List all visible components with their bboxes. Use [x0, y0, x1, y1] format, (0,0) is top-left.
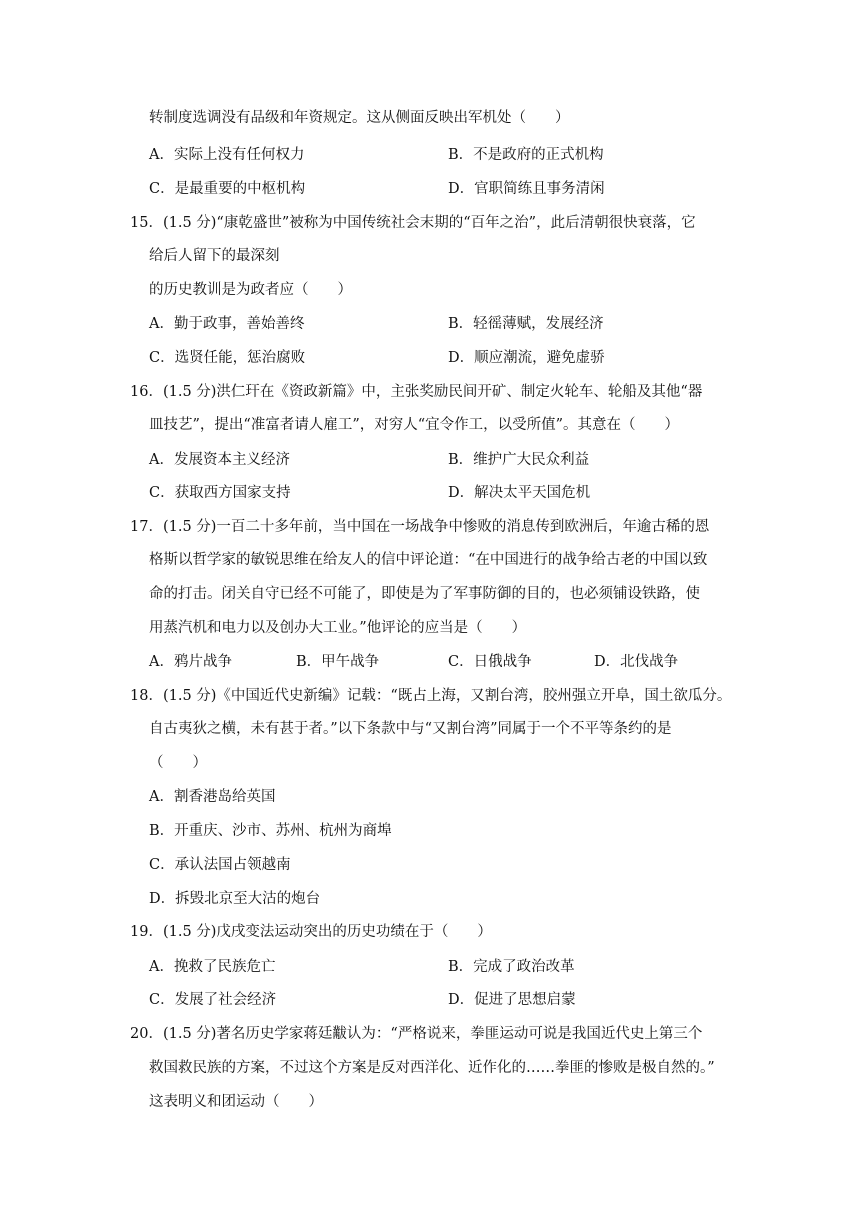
- q17-option-b: B．甲午战争: [296, 654, 380, 670]
- q17-option-d: D．北伐战争: [594, 654, 679, 670]
- q18-stem-line2: 自古夷狄之横，未有甚于者。”以下条款中与“又割台湾”同属于一个不平等条约的是: [149, 721, 672, 737]
- q16-option-a: A．发展资本主义经济: [149, 452, 290, 468]
- q17-stem-line1: 17．(1.5 分)一百二十多年前，当中国在一场战争中惨败的消息传到欧洲后，年逾古稀的恩: [130, 519, 710, 535]
- q16-option-d: D．解决太平天国危机: [448, 485, 591, 501]
- q18-option-b: B．开重庆、沙市、苏州、杭州为商埠: [149, 823, 392, 839]
- q19-option-b: B．完成了政治改革: [448, 959, 575, 975]
- q16-stem-line2: 皿技艺”，提出“准富者请人雇工”，对穷人“宜令作工，以受所值”。其意在（ ）: [149, 417, 680, 433]
- q17-stem-line4: 用蒸汽机和电力以及创办大工业。”他评论的应当是（ ）: [149, 620, 527, 636]
- q20-stem-line1: 20．(1.5 分)著名历史学家蒋廷黻认为：“严格说来，拳匪运动可说是我国近代史上第三个: [130, 1026, 703, 1042]
- q15-option-a: A．勤于政事，善始善终: [149, 316, 305, 332]
- q18-option-c: C．承认法国占领越南: [149, 857, 291, 873]
- q15-stem-line1: 15．(1.5 分)“康乾盛世”被称为中国传统社会末期的“百年之治”，此后清朝很快衰落，它: [130, 215, 696, 231]
- q20-stem-line3: 这表明义和团运动（ ）: [149, 1094, 323, 1110]
- q17-stem-line3: 命的打击。闭关自守已经不可能了，即使是为了军事防御的目的，也必须铺设铁路，使: [149, 586, 700, 602]
- q14-option-c: C．是最重要的中枢机构: [149, 181, 306, 197]
- q19-stem-line1: 19．(1.5 分)戊戌变法运动突出的历史功绩在于（ ）: [130, 924, 492, 940]
- q14-option-d: D．官职简练且事务清闲: [448, 181, 605, 197]
- q19-option-d: D．促进了思想启蒙: [448, 992, 576, 1008]
- q15-stem-line2: 给后人留下的最深刻: [149, 248, 280, 264]
- q15-stem-line3: 的历史教训是为政者应（ ）: [149, 282, 352, 298]
- q19-option-a: A．挽救了民族危亡: [149, 959, 276, 975]
- q17-stem-line2: 格斯以哲学家的敏锐思维在给友人的信中评论道：“在中国进行的战争给古老的中国以致: [149, 552, 708, 568]
- q17-option-c: C．日俄战争: [448, 654, 532, 670]
- q16-stem-line1: 16．(1.5 分)洪仁玕在《资政新篇》中，主张奖励民间开矿、制定火轮车、轮船及其他“器: [130, 384, 703, 400]
- q18-option-d: D．拆毁北京至大沽的炮台: [149, 891, 321, 907]
- q17-option-a: A．鸦片战争: [149, 654, 232, 670]
- q15-option-b: B．轻徭薄赋，发展经济: [448, 316, 604, 332]
- q18-stem-line3: （ ）: [149, 755, 207, 771]
- q15-option-d: D．顺应潮流，避免虚骄: [448, 350, 605, 366]
- q14-option-b: B．不是政府的正式机构: [448, 147, 604, 163]
- q14-option-a: A．实际上没有任何权力: [149, 147, 305, 163]
- q16-option-c: C．获取西方国家支持: [149, 485, 291, 501]
- q18-stem-line1: 18．(1.5 分)《中国近代史新编》记载：“既占上海，又割台湾，胶州强立开阜，国土欲瓜分。: [130, 688, 732, 704]
- q16-option-b: B．维护广大民众利益: [448, 452, 590, 468]
- q15-option-c: C．选贤任能，惩治腐败: [149, 350, 306, 366]
- q14-continuation: 转制度选调没有品级和年资规定。这从侧面反映出军机处（ ）: [149, 110, 570, 126]
- q18-option-a: A．割香港岛给英国: [149, 789, 276, 805]
- q20-stem-line2: 救国救民族的方案，不过这个方案是反对西洋化、近作化的……拳匪的惨败是极自然的。”: [149, 1060, 715, 1076]
- q19-option-c: C．发展了社会经济: [149, 992, 277, 1008]
